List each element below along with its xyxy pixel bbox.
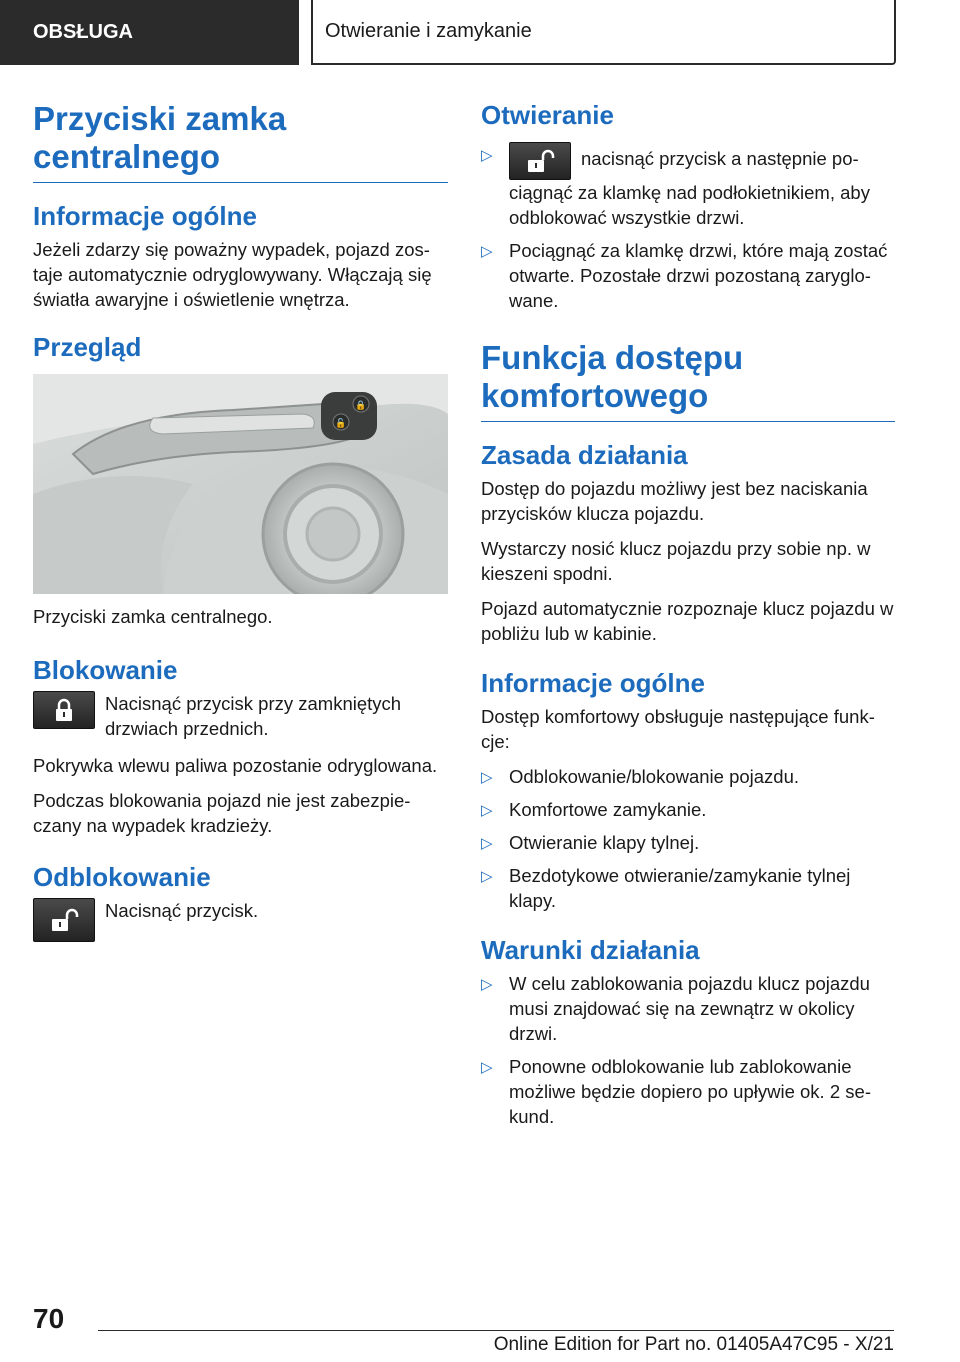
unlock-icon <box>525 149 555 173</box>
principle-heading: Zasada działania <box>481 440 688 470</box>
unlocking-instruction <box>33 898 448 942</box>
triangle-right-icon: ▷ <box>481 243 493 260</box>
triangle-right-icon: ▷ <box>481 802 493 819</box>
principle-text-3: Pojazd automatycznie rozpoznaje klucz pojazdu w pobliżu lub w kabinie. <box>481 598 894 644</box>
triangle-right-icon: ▷ <box>481 769 493 786</box>
list-item <box>481 971 895 1046</box>
header-chapter <box>311 0 896 65</box>
figure-caption: Przyciski zamka centralnego. <box>33 606 273 627</box>
triangle-right-icon: ▷ <box>481 976 493 993</box>
list-item <box>481 764 895 789</box>
condition-item-text: Ponowne odblokowanie lub zablokowanie możliwe będzie dopiero po upływie ok. 2 sekund. <box>509 1056 871 1127</box>
general-text: Jeżeli zdarzy się poważny wypadek, pojazd zostaje automatycznie odryglowywany. Włączają się światła awaryjne i oświetlenie wnętrza. <box>33 239 432 310</box>
page-number: 70 <box>33 1303 65 1334</box>
opening-item-text: nacisnąć przycisk a następnie pociągnąć za klamkę nad podłokietnikiem, aby odblokować wszystkie drzwi. <box>509 148 870 228</box>
locking-heading: Blokowanie <box>33 655 178 685</box>
comfort-general-heading: Informacje ogólne <box>481 668 705 698</box>
function-item-text: Bezdotykowe otwieranie/zamykanie tylnej klapy. <box>509 865 851 911</box>
unlock-button-symbol <box>509 142 571 180</box>
triangle-right-icon: ▷ <box>481 835 493 852</box>
list-item <box>481 1054 895 1129</box>
function-item-text: Odblokowanie/blokowanie pojazdu. <box>509 766 800 787</box>
locking-note-1: Pokrywka wlewu paliwa pozostanie odryglowana. <box>33 755 438 776</box>
lock-icon <box>53 698 75 722</box>
unlock-button-symbol <box>33 898 95 942</box>
svg-text:🔓: 🔓 <box>335 419 347 429</box>
principle-text-1: Dostęp do pojazdu możliwy jest bez naciskania przycisków klucza pojazdu. <box>481 478 868 524</box>
list-item <box>481 142 895 230</box>
comfort-access-title: Funkcja dostępu komfortowego <box>481 339 895 422</box>
locking-note-2: Podczas blokowania pojazd nie jest zabezpieczany na wypadek kradzieży. <box>33 790 411 836</box>
page-title: Przyciski zamka centralnego <box>33 100 448 183</box>
list-item <box>481 238 895 313</box>
triangle-right-icon: ▷ <box>481 147 493 164</box>
list-item <box>481 863 895 913</box>
footer-divider <box>98 1330 894 1331</box>
triangle-right-icon: ▷ <box>481 1059 493 1076</box>
locking-instruction <box>33 691 448 741</box>
unlocking-button-text: Nacisnąć przycisk. <box>105 900 259 921</box>
triangle-right-icon: ▷ <box>481 868 493 885</box>
opening-item-text: Pociągnąć za klamkę drzwi, które mają zostać otwarte. Pozostałe drzwi pozostaną zaryglowane. <box>509 240 888 311</box>
function-item-text: Otwieranie klapy tylnej. <box>509 832 700 853</box>
function-item-text: Komfortowe zamykanie. <box>509 799 707 820</box>
header-section <box>0 0 299 65</box>
condition-item-text: W celu zablokowania pojazdu klucz pojazdu musi znajdować się na zewnątrz w okolicy drzwi. <box>509 973 870 1044</box>
header-section-label: OBSŁUGA <box>33 21 133 43</box>
comfort-general-text: Dostęp komfortowy obsługuje następujące funkcje: <box>481 706 875 752</box>
header-chapter-label: Otwieranie i zamykanie <box>325 20 532 42</box>
overview-heading: Przegląd <box>33 332 142 362</box>
footer-edition: Online Edition for Part no. 01405A47C95 - X/21 <box>493 1334 894 1355</box>
door-panel-figure <box>33 374 448 594</box>
list-item <box>481 830 895 855</box>
general-heading: Informacje ogólne <box>33 201 257 231</box>
door-panel-illustration <box>33 374 448 594</box>
right-column <box>481 100 895 1137</box>
lock-button-symbol <box>33 691 95 729</box>
locking-button-text: Nacisnąć przycisk przy zamkniętych drzwiach przednich. <box>105 693 402 739</box>
principle-text-2: Wystarczy nosić klucz pojazdu przy sobie np. w kieszeni spodni. <box>481 538 871 584</box>
list-item <box>481 797 895 822</box>
conditions-heading: Warunki działania <box>481 935 700 965</box>
conditions-list <box>481 971 895 1129</box>
left-column <box>33 100 448 954</box>
svg-text:🔒: 🔒 <box>355 401 367 411</box>
opening-heading: Otwieranie <box>481 100 614 130</box>
unlock-icon <box>49 908 79 932</box>
functions-list <box>481 764 895 913</box>
opening-list <box>481 142 895 313</box>
unlocking-heading: Odblokowanie <box>33 862 211 892</box>
